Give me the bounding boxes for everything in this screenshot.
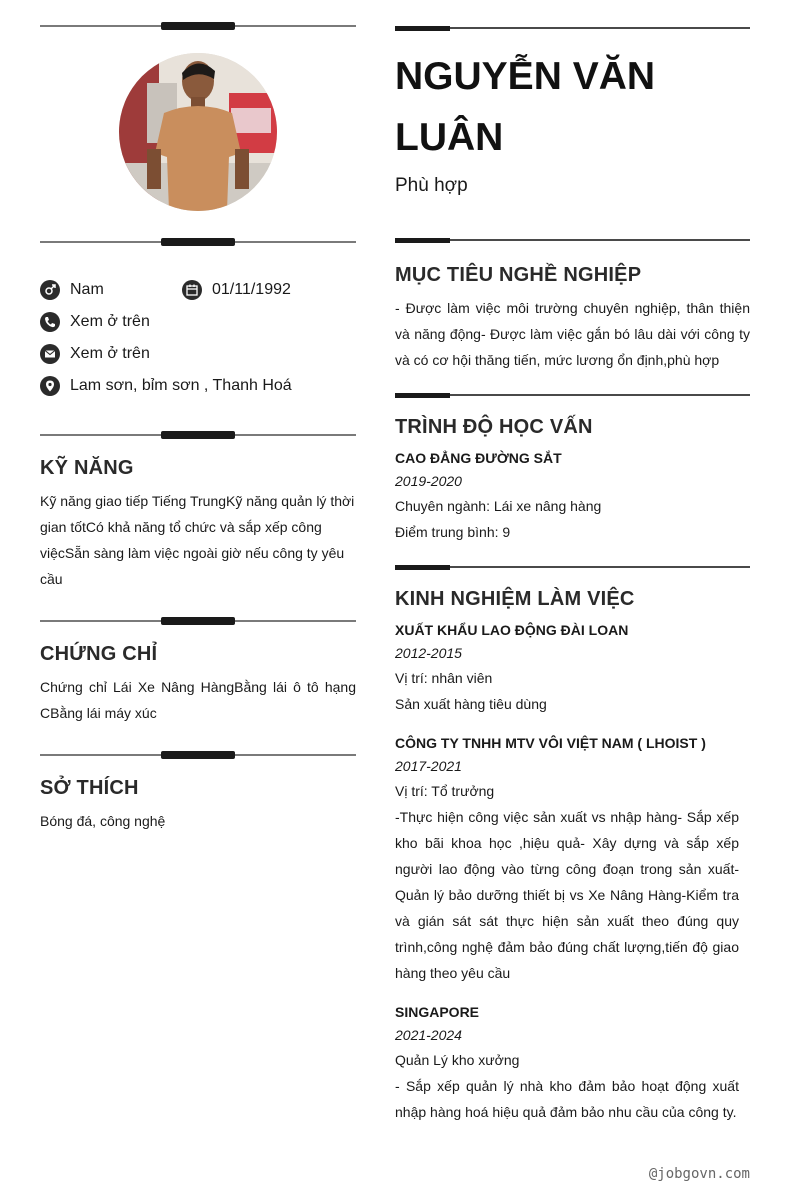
dob-value: 01/11/1992 xyxy=(212,281,291,298)
mail-icon xyxy=(40,344,60,364)
divider xyxy=(395,393,750,398)
certificates-title: CHỨNG CHỈ xyxy=(40,643,158,665)
divider xyxy=(40,431,356,439)
gender-value: Nam xyxy=(70,281,104,298)
gender-row xyxy=(40,279,104,301)
hobbies-text: Bóng đá, công nghệ xyxy=(40,813,166,829)
skills-text: Kỹ năng giao tiếp Tiếng TrungKỹ năng quản lý thời gian tốtCó khả năng tổ chức và sắp xếp công việcSẵn sàng làm việc ngoài giờ nếu công ty yêu cầu xyxy=(40,493,355,587)
job-description: - Sắp xếp quản lý nhà kho đảm bảo hoạt động xuất nhập hàng hoá hiệu quả đảm bảo nhu cầu của công ty. xyxy=(395,1078,739,1120)
skills-title: KỸ NĂNG xyxy=(40,457,134,479)
job-company: CÔNG TY TNHH MTV VÔI VIỆT NAM ( LHOIST ) xyxy=(395,735,706,751)
address-row xyxy=(40,375,292,397)
avatar xyxy=(119,53,277,211)
job-period: 2017-2021 xyxy=(395,758,462,774)
email-value: Xem ở trên xyxy=(70,345,150,362)
divider xyxy=(395,565,750,570)
experience-title: KINH NGHIỆM LÀM VIỆC xyxy=(395,588,635,610)
candidate-name: NGUYỄN VĂN LUÂN xyxy=(395,55,656,159)
certificates-text: Chứng chỉ Lái Xe Nâng HàngBằng lái ô tô hạng CBằng lái máy xúc xyxy=(40,679,356,721)
divider xyxy=(40,22,356,30)
job-company: XUẤT KHẨU LAO ĐỘNG ĐÀI LOAN xyxy=(395,622,629,638)
job-position: Vị trí: Tổ trưởng xyxy=(395,783,495,799)
education-title: TRÌNH ĐỘ HỌC VẤN xyxy=(395,416,593,438)
divider xyxy=(40,617,356,625)
job-position: Quản Lý kho xưởng xyxy=(395,1052,520,1068)
phone-row xyxy=(40,311,150,333)
objective-text: - Được làm việc môi trường chuyên nghiệp, thân thiện và năng động- Được làm việc gắn bó lâu dài với công ty và có cơ hội thăng tiến, mức lương ổn định,phù hợp xyxy=(395,300,750,368)
job-period: 2012-2015 xyxy=(395,645,462,661)
education-major: Chuyên ngành: Lái xe nâng hàng xyxy=(395,498,602,514)
divider xyxy=(395,26,750,31)
calendar-icon xyxy=(182,280,202,300)
address-value: Lam sơn, bỉm sơn , Thanh Hoá xyxy=(70,377,292,394)
divider xyxy=(395,238,750,243)
gender-icon xyxy=(40,280,60,300)
job-period: 2021-2024 xyxy=(395,1027,462,1043)
hobbies-title: SỞ THÍCH xyxy=(40,777,139,799)
email-row xyxy=(40,343,150,365)
job-position: Vị trí: nhân viên xyxy=(395,670,493,686)
divider xyxy=(40,751,356,759)
dob-row xyxy=(182,279,291,301)
location-pin-icon xyxy=(40,376,60,396)
education-school: CAO ĐẲNG ĐƯỜNG SẮT xyxy=(395,450,562,466)
divider xyxy=(40,238,356,246)
objective-title: MỤC TIÊU NGHỀ NGHIỆP xyxy=(395,264,642,286)
job-company: SINGAPORE xyxy=(395,1004,480,1020)
job-description: Sản xuất hàng tiêu dùng xyxy=(395,696,547,712)
footer-watermark: @jobgovn.com xyxy=(648,1166,750,1182)
education-period: 2019-2020 xyxy=(395,473,462,489)
job-description: -Thực hiện công việc sản xuất vs nhập hàng- Sắp xếp kho bãi khoa học ,hiệu quả- Xây dựng và sắp xếp người lao động vào từng công đoạn trong sản xuất-Quản lý bảo dưỡng thiết bị vs Xe Nâng Hàng-Kiểm tra và gián sát sát thực hiện sản xuất theo đúng quy trình,công nghệ đảm bảo đúng chất lượng,tiến độ giao hàng theo yêu cầu xyxy=(395,809,739,981)
candidate-role: Phù hợp xyxy=(395,175,468,196)
phone-value: Xem ở trên xyxy=(70,313,150,330)
education-gpa: Điểm trung bình: 9 xyxy=(395,524,511,540)
phone-icon xyxy=(40,312,60,332)
